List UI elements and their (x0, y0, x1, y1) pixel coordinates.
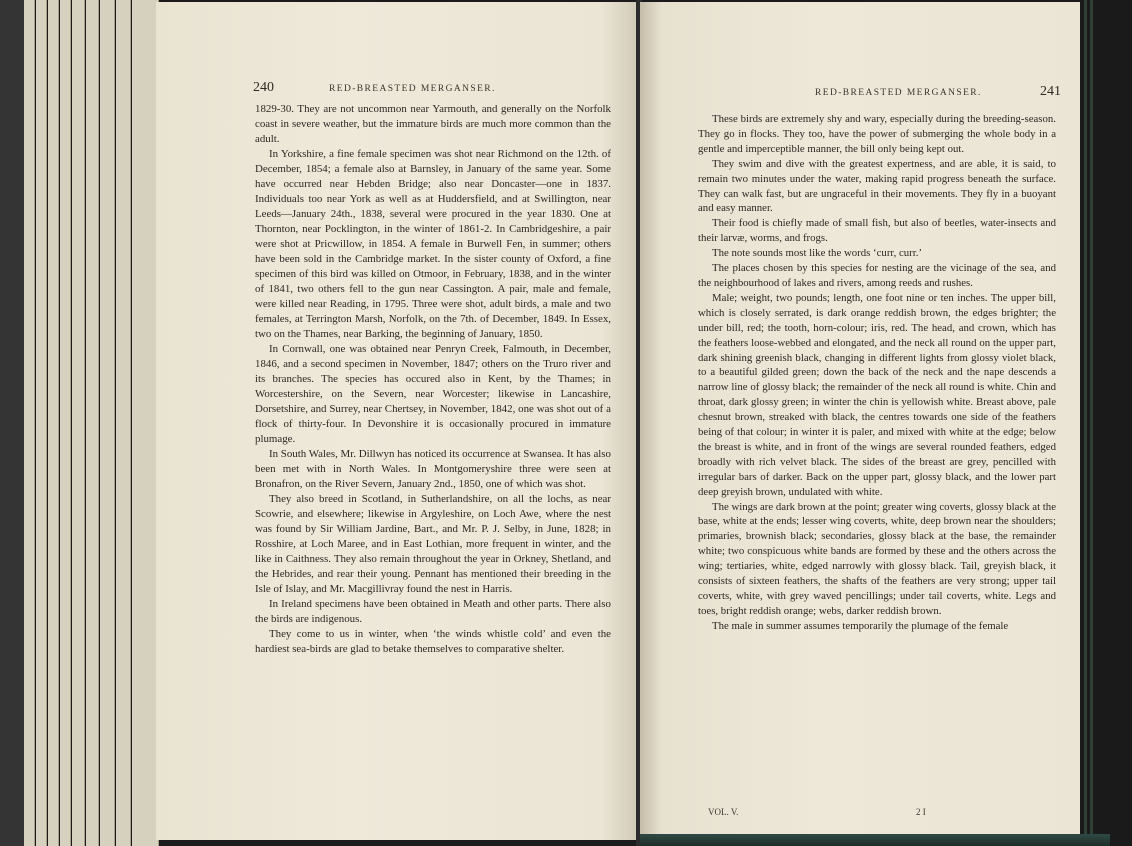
right-body-text (698, 112, 1056, 634)
paragraph: In Ireland specimens have been obtained in Meath and other parts. There also the birds are indigenous. (255, 598, 611, 625)
paragraph: These birds are extremely shy and wary, especially during the breeding-season. They go in flocks. They too, have the power of submerging the whole body in a gentle and imperceptible manner, the bill only being kept out. (698, 113, 1056, 155)
left-page-number: 240 (253, 80, 274, 95)
paragraph: The note sounds most like the words ‘curr, curr.’ (712, 247, 923, 260)
left-page (156, 2, 640, 840)
paragraph: In Yorkshire, a fine female specimen was shot near Richmond on the 12th. of December, 1854; a female also at Barnsley, in January of the same year. Some have occurred near Hebden Bridge; also near Doncaster—one in 1837. Individuals too near York as well as at Huddersfield, and at Swillington, near Leeds—January 24th., 1838, several were procured in the year 1830. One at Thornton, near Pocklington, in the winter of 1861-2. In Cambridgeshire, a pair were shot at Pricwillow, in 1854. A female in Burwell Fen, in summer; others have been sold in the Cambridge market. In the sister county of Oxford, a fine specimen of this bird was killed on Otmoor, in February, 1838, and in the winter of 1841, two others fell to the gun near Cassington. A pair, male and female, were killed near Reading, in 1795. Three were shot, adult birds, a male and two females, at Terrington Marsh, Norfolk, on the 7th. of December, 1849. In Essex, two on the Thames, near Barking, the beginning of January, 1850. (255, 148, 611, 340)
paragraph: Their food is chiefly made of small fish, but also of beetles, water-insects and their larvæ, worms, and frogs. (698, 217, 1056, 245)
paragraph: They come to us in winter, when ‘the winds whistle cold’ and even the hardiest sea-birds are glad to betake themselves to comparative shelter. (255, 628, 611, 655)
left-body-text (255, 102, 611, 657)
gathering-signature: 2 I (916, 807, 926, 817)
paragraph: Male; weight, two pounds; length, one foot nine or ten inches. The upper bill, which is closely serrated, is dark orange reddish brown, the edges brighter; the under bill, red; the tooth, horn-colour; iris, red. The head, and crown, which has the feathers loose-webbed and elongated, and the neck all round on the upper part, dark shining greenish black, changing in different lights from glossy violet black, to a beautiful gilded green; down the back of the neck and the nape descends a narrow line of glossy black; the remainder of the neck all round is white. Chin and throat, dark glossy green; in winter the chin is yellowish white. Breast above, pale chesnut brown, streaked with black, the centres towards one side of the feathers being of that colour; in winter it is paler, and mixed with white at the edge; below the breast is white, and in front of the wings are several rounded feathers, edged broadly with rich velvet black. The sides of the breast are grey, pencilled with irregular bars of darker. Back on the upper part, glossy black, and the lower part deep greyish brown, undulated with white. (698, 291, 1056, 498)
left-running-head: RED-BREASTED MERGANSER. (329, 84, 496, 94)
paragraph: They swim and dive with the greatest expertness, and are able, it is said, to remain two minutes under the water, making rapid progress beneath the surface. They can walk fast, but are ungraceful in their movements. They fly in a buoyant and easy manner. (698, 157, 1056, 215)
volume-signature: VOL. V. (708, 807, 739, 817)
page-edge-stack (0, 0, 160, 846)
right-page-number: 241 (1040, 84, 1061, 99)
right-running-head: RED-BREASTED MERGANSER. (815, 88, 982, 98)
right-page (640, 2, 1080, 840)
paragraph: They also breed in Scotland, in Sutherlandshire, on all the lochs, as near Scowrie, and elsewhere; likewise in Argyleshire, on Loch Awe, where the nest was found by Sir William Jardine, Bart., and Mr. P. J. Selby, in June, 1828; in Rosshire, at Loch Maree, and in East Lothian, more frequent in winter, and the like in Caithness. They also remain throughout the year in Orkney, Shetland, and the Hebrides, and rear their young. Pennant has mentioned their breeding in the Isle of Islay, and Mr. Macgillivray found the nest in Harris. (255, 493, 611, 595)
paragraph: The places chosen by this species for nesting are the vicinage of the sea, and the neighbourhood of lakes and rivers, among reeds and rushes. (698, 262, 1056, 289)
paragraph: In Cornwall, one was obtained near Penryn Creek, Falmouth, in December, 1846, and a second specimen in November, 1847; others on the Truro river and its branches. The species has occured also in Kent, by the Thames; in Worcestershire, on the Severn, near Worcester; likewise in Lancashire, Dorsetshire, and Surrey, near Chertsey, in November, 1842, one was shot out of a flock of thirty-four. In Devonshire it is occasionally procured in immature plumage. (255, 343, 611, 445)
paragraph: The wings are dark brown at the point; greater wing coverts, glossy black at the base, white at the ends; lesser wing coverts, white, deep brown near the shoulders; primaries, brownish black; secondaries, glossy black at the base, the remainder white; two conspicuous white bands are formed by these and the others across the wing; tertiaries, white, edged narrowly with glossy black. Tail, greyish black, it consists of sixteen feathers, the shafts of the feathers are very strong; upper tail coverts, white, with grey waved pencillings; under tail coverts, white. Legs and toes, bright reddish orange; webs, darker reddish brown. (698, 500, 1056, 617)
paragraph: The male in summer assumes temporarily the plumage of the female (712, 619, 1009, 632)
book-right-edge (1080, 0, 1132, 846)
paragraph: In South Wales, Mr. Dillwyn has noticed its occurrence at Swansea. It has also been met with in North Wales. In Montgomeryshire three were seen at Bronafron, on the River Severn, January 2nd., 1850, one of which was shot. (255, 448, 611, 490)
paragraph: 1829-30. They are not uncommon near Yarmouth, and generally on the Norfolk coast in severe weather, but the immature birds are much more common than the adult. (255, 103, 611, 145)
book-cover-edge (640, 834, 1110, 846)
